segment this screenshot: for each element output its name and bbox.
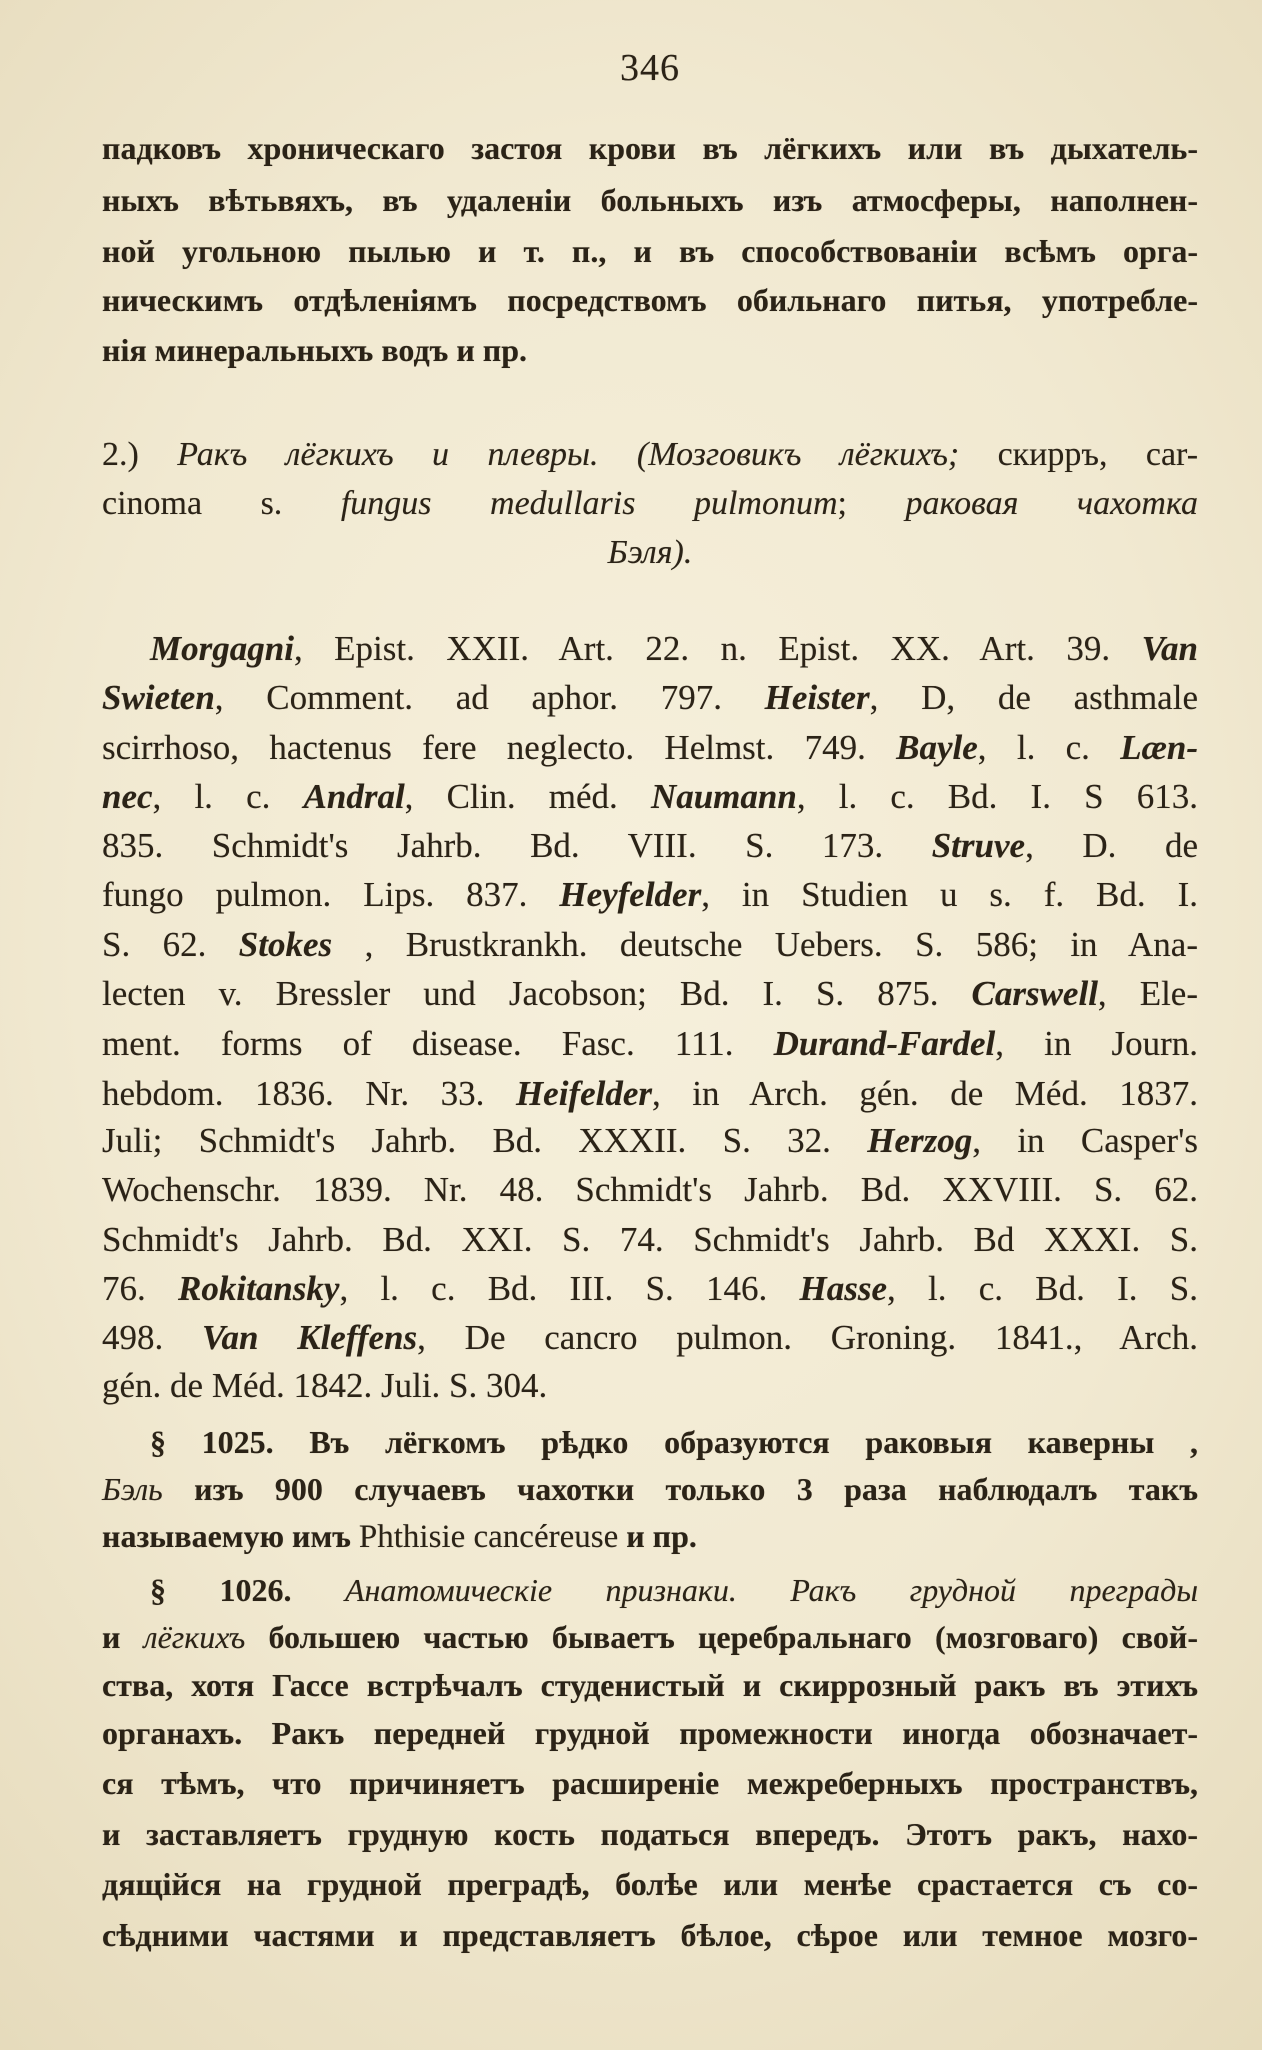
citation-text: , l. c. Bd. III. S. 146. (339, 1269, 800, 1308)
text-line (102, 922, 1198, 968)
author-name: Bayle (896, 728, 978, 767)
paragraph-text: сѣдними частями и представляетъ бѣлое, сѣрое или темное мозго- (102, 1917, 1198, 1953)
citation-text: , in Journ. (995, 1024, 1199, 1063)
citation-text: , in Casper's (972, 1121, 1198, 1160)
text-line (102, 1118, 1198, 1164)
author-name: Durand-Fardel (773, 1024, 996, 1063)
author-name: Morgagni (150, 629, 294, 668)
citation-text: , l. c. (152, 777, 304, 816)
author-name: Stokes (238, 925, 333, 964)
text-line (102, 481, 1198, 527)
author-name: Heyfelder (559, 875, 702, 914)
citation-text: , D. de (1025, 826, 1198, 865)
author-name: Rokitansky (178, 1269, 340, 1308)
author-name: Van Kleffens (202, 1318, 418, 1357)
author-name: nec (102, 777, 153, 816)
text-line (102, 1912, 1198, 1958)
text-line: ной угольною пылью и т. п., и въ способствованіи всѣмъ орга- (102, 233, 1198, 269)
paragraph-text: большею частью бываетъ церебральнаго (мозговаго) свой- (245, 1619, 1198, 1655)
text-line (102, 725, 1198, 771)
citation-text: , Epist. XXII. Art. 22. n. Epist. XX. Art. 39. (293, 629, 1142, 668)
citation-text: S. 62. (102, 925, 239, 964)
section-subtitle: Анатомическіе признаки. Ракъ грудной преграды (344, 1572, 1199, 1608)
citation-text: , Clin. méd. (404, 777, 651, 816)
citation-text: , l. c. Bd. I. S 613. (796, 777, 1198, 816)
citation-text: Wochenschr. 1839. Nr. 48. Schmidt's Jahrb. Bd. XXVIII. S. 62. (102, 1170, 1198, 1209)
author-name: Herzog (867, 1121, 973, 1160)
paragraph-text: называемую имъ (102, 1518, 359, 1554)
heading-number: 2.) (102, 436, 178, 473)
heading-synonym-italic: Бэля). (607, 534, 693, 571)
paragraph-text: ся тѣмъ, что причиняетъ расширеніе межреберныхъ пространствъ, (102, 1765, 1198, 1801)
citation-text: , De cancro pulmon. Groning. 1841., Arch. (417, 1318, 1198, 1357)
paragraph-text: ства, хотя Гассе встрѣчалъ студенистый и скиррозный ракъ въ этихъ (102, 1667, 1198, 1703)
author-name: Carswell (971, 974, 1098, 1013)
citation-text: 835. Schmidt's Jahrb. Bd. VIII. S. 173. (102, 826, 932, 865)
paragraph-text: дящійся на грудной преградѣ, болѣе или менѣе срастается съ со- (102, 1866, 1198, 1902)
text-line (102, 1266, 1198, 1312)
heading-separator: ; (837, 485, 906, 522)
text-line (102, 1363, 1198, 1409)
citation-text: , l. c. Bd. I. S. (887, 1269, 1198, 1308)
text-line (102, 1315, 1198, 1361)
heading-synonym-italic: fungus medullaris pulmonum (340, 485, 838, 522)
text-line (102, 1861, 1198, 1907)
author-name: Struve (931, 826, 1026, 865)
text-line (102, 1217, 1198, 1263)
citation-text: ment. forms of disease. Fasc. 111. (102, 1024, 774, 1063)
text-line (102, 774, 1198, 820)
text-line (150, 1419, 1198, 1465)
heading-synonym: скирръ, car- (959, 436, 1199, 473)
paragraph-text: § 1025. Въ лёгкомъ рѣдко образуются раковыя каверны , (150, 1424, 1198, 1460)
paragraph-text: и пр. (618, 1518, 697, 1554)
author-name: Heifelder (515, 1074, 652, 1113)
text-line (102, 1710, 1198, 1756)
section-subtitle: лёгкихъ (143, 1619, 246, 1655)
citation-text: Schmidt's Jahrb. Bd. XXI. S. 74. Schmidt's Jahrb. Bd XXXI. S. (102, 1220, 1198, 1259)
citation-text: Juli; Schmidt's Jahrb. Bd. XXXII. S. 32. (102, 1121, 868, 1160)
text-line (102, 1614, 1198, 1660)
citation-text: gén. de Méd. 1842. Juli. S. 304. (102, 1366, 548, 1405)
page-number: 346 (620, 47, 680, 89)
text-line (102, 675, 1198, 721)
text-line (102, 1760, 1198, 1806)
paragraph-text: изъ 900 случаевъ чахотки только 3 раза наблюдалъ такъ (162, 1471, 1198, 1507)
citation-text: , Ele- (1097, 974, 1198, 1013)
text-line (102, 971, 1198, 1017)
text-line (102, 1021, 1198, 1067)
paragraph-text: органахъ. Ракъ передней грудной промежности иногда обозначает- (102, 1715, 1198, 1751)
citation-text: , Brustkrankh. deutsche Uebers. S. 586; in Ana- (332, 925, 1198, 964)
citation-text: lecten v. Bressler und Jacobson; Bd. I. S. 875. (102, 974, 972, 1013)
citation-text: 76. (102, 1269, 179, 1308)
author-name: Бэль (102, 1471, 163, 1507)
author-name: Van (1141, 629, 1198, 668)
author-name: Naumann (650, 777, 797, 816)
heading-synonym: cinoma s. (102, 485, 341, 522)
text-line (102, 530, 1198, 576)
text-line (102, 1071, 1198, 1117)
text-line (102, 872, 1198, 918)
paragraph-text: и заставляетъ грудную кость податься впередъ. Этотъ ракъ, нахо- (102, 1816, 1198, 1852)
citation-text: fungo pulmon. Lips. 837. (102, 875, 560, 914)
citation-text: , Comment. ad aphor. 797. (214, 678, 765, 717)
text-line (102, 1513, 1198, 1559)
text-line (102, 1811, 1198, 1857)
text-line: нія минеральныхъ водъ и пр. (102, 332, 527, 368)
text-line (150, 1567, 1198, 1613)
text-line: падковъ хроническаго застоя крови въ лёгкихъ или въ дыхатель- (102, 130, 1198, 166)
text-line (102, 823, 1198, 869)
citation-text: , in Arch. gén. de Méd. 1837. (652, 1074, 1198, 1113)
paragraph-text: и (102, 1619, 144, 1655)
text-line (102, 1662, 1198, 1708)
section-number: § 1026. (150, 1572, 345, 1608)
text-line: ническимъ отдѣленіямъ посредствомъ обильнаго питья, употребле- (102, 282, 1198, 318)
text-line (102, 432, 1198, 478)
author-name: Heister (764, 678, 870, 717)
text-line: ныхъ вѣтьвяхъ, въ удаленіи больныхъ изъ атмосферы, наполнен- (102, 182, 1198, 218)
text-line (102, 1466, 1198, 1512)
text-line (102, 1167, 1198, 1213)
citation-text: hebdom. 1836. Nr. 33. (102, 1074, 516, 1113)
citation-text: , in Studien u s. f. Bd. I. (701, 875, 1198, 914)
author-name: Swieten (102, 678, 215, 717)
latin-term: Phthisie cancéreuse (358, 1519, 619, 1555)
citation-text: scirrhoso, hactenus fere neglecto. Helmst. 749. (102, 728, 897, 767)
author-name: Andral (303, 777, 405, 816)
author-name: Hasse (799, 1269, 887, 1308)
heading-title: Ракъ лёгкихъ и плевры. (Мозговикъ лёгкихъ; (177, 436, 960, 473)
citation-text: , D, de asthmale (869, 678, 1198, 717)
heading-synonym-italic: раковая чахотка (905, 485, 1199, 522)
citation-text: , l. c. (977, 728, 1121, 767)
author-name: Læn- (1120, 728, 1198, 767)
citation-text: 498. (102, 1318, 203, 1357)
text-line (150, 626, 1198, 672)
